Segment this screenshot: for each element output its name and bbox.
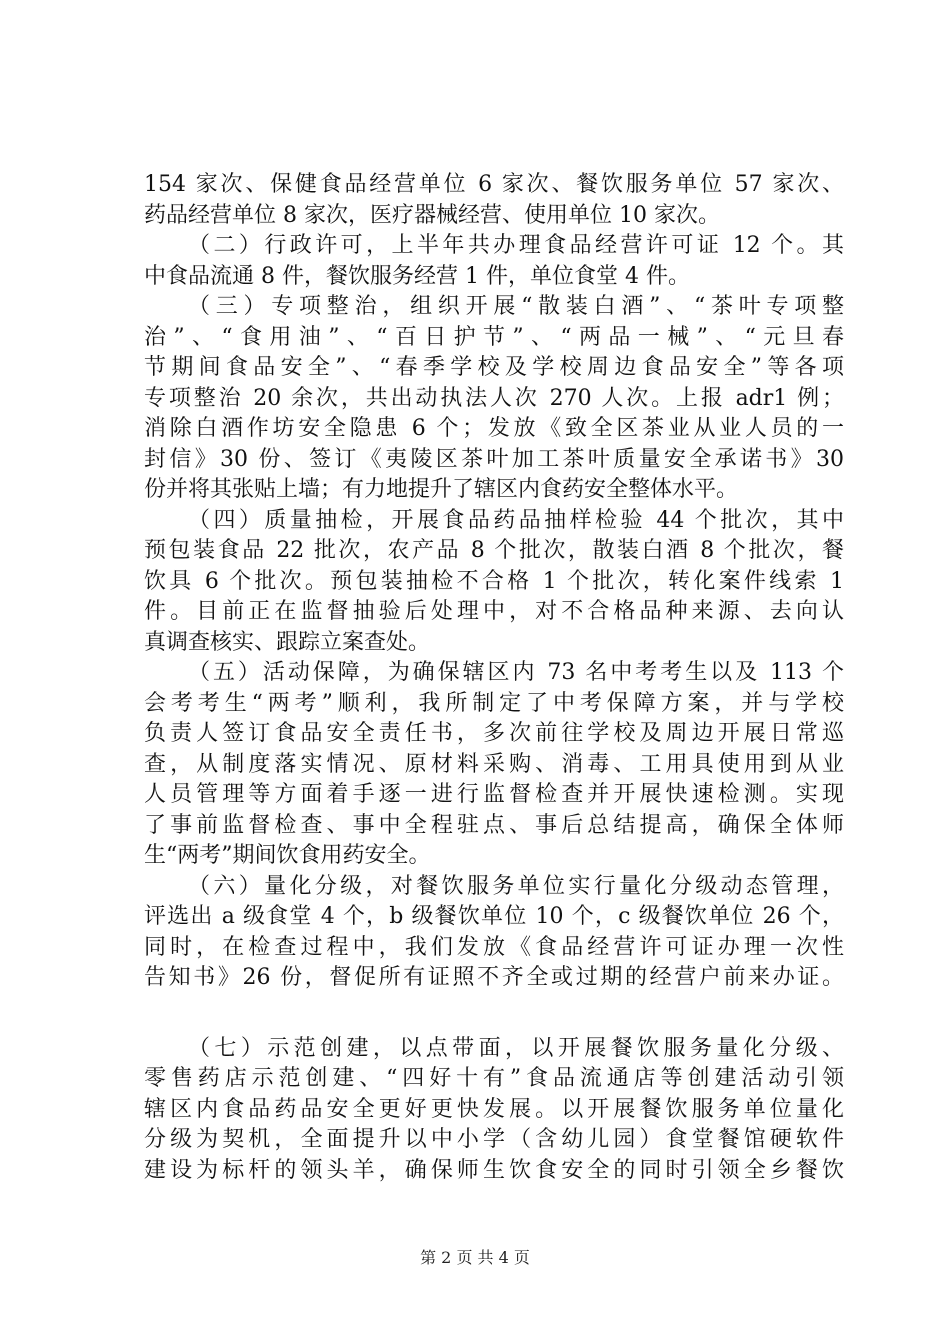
paragraph-gap (144, 994, 844, 1034)
paragraph-3-start: （三）专项整治，组织开展“散装白酒”、“茶叶专项整 (188, 294, 844, 319)
document-body (144, 170, 844, 1186)
text-line: 预包装食品 22 批次，农产品 8 个批次，散装白酒 8 个批次，餐 (144, 538, 844, 563)
text-line: 饮具 6 个批次。预包装抽检不合格 1 个批次，转化案件线索 1 (144, 568, 844, 594)
page-footer: 第 2 页 共 4 页 (420, 1248, 530, 1267)
text-line: 同时，在检查过程中，我们发放《食品经营许可证办理一次性 (144, 934, 844, 960)
text-line: 分级为契机，全面提升以中小学（含幼儿园）食堂餐馆硬软件 (144, 1127, 844, 1152)
text-line: 评选出 a 级食堂 4 个，b 级餐饮单位 10 个，c 级餐饮单位 26 个， (144, 904, 844, 929)
paragraph-2-start: （二）行政许可，上半年共办理食品经营许可证 12 个。其 (188, 233, 844, 258)
text-line: 建设为标杆的领头羊，确保师生饮食安全的同时引领全乡餐饮 (144, 1157, 844, 1183)
text-line: 真调查核实、跟踪立案查处。 (144, 629, 431, 655)
paragraph-7-start: （七）示范创建，以点带面，以开展餐饮服务量化分级、 (188, 1035, 844, 1061)
text-line: 专项整治 20 余次，共出动执法人次 270 人次。上报 adr1 例； (144, 385, 844, 411)
text-line: 负责人签订食品安全责任书，多次前往学校及周边开展日常巡 (144, 721, 844, 746)
text-line: 治”、“食用油”、“百日护节”、“两品一械”、“元旦春 (144, 324, 844, 350)
text-line: 件。目前正在监督抽验后处理中，对不合格品种来源、去向认 (144, 599, 844, 624)
text-line: 了事前监督检查、事中全程驻点、事后总结提高，确保全体师 (144, 812, 844, 838)
text-line: 会考考生“两考”顺利，我所制定了中考保障方案，并与学校 (144, 690, 844, 716)
text-line: 辖区内食品药品安全更好更快发展。以开展餐饮服务单位量化 (144, 1096, 844, 1122)
text-line: 查，从制度落实情况、原材料采购、消毒、工用具使用到从业 (144, 751, 844, 777)
text-line: 封信》30 份、签订《夷陵区茶叶加工茶叶质量安全承诺书》30 (144, 446, 844, 472)
text-line: 药品经营单位 8 家次，医疗器械经营、使用单位 10 家次。 (144, 202, 720, 228)
text-line: 节期间食品安全”、“春季学校及学校周边食品安全”等各项 (144, 355, 844, 380)
text-line: 154 家次、保健食品经营单位 6 家次、餐饮服务单位 57 家次、 (144, 172, 844, 197)
paragraph-6-start: （六）量化分级，对餐饮服务单位实行量化分级动态管理， (188, 873, 844, 899)
text-line: 份并将其张贴上墙；有力地提升了辖区内食药安全整体水平。 (144, 477, 739, 502)
text-line: 中食品流通 8 件，餐饮服务经营 1 件，单位食堂 4 件。 (144, 263, 690, 289)
text-line: 消除白酒作坊安全隐患 6 个；发放《致全区茶业从业人员的一 (144, 416, 844, 441)
paragraph-5-start: （五）活动保障，为确保辖区内 73 名中考考生以及 113 个 (188, 660, 844, 685)
paragraph-4-start: （四）质量抽检，开展食品药品抽样检验 44 个批次，其中 (188, 507, 844, 533)
text-line: 零售药店示范创建、“四好十有”食品流通店等创建活动引领 (144, 1066, 844, 1091)
text-line: 生“两考”期间饮食用药安全。 (144, 843, 431, 868)
text-line: 人员管理等方面着手逐一进行监督检查并开展快速检测。实现 (144, 782, 844, 807)
text-line: 告知书》26 份，督促所有证照不齐全或过期的经营户前来办证。 (144, 965, 844, 990)
